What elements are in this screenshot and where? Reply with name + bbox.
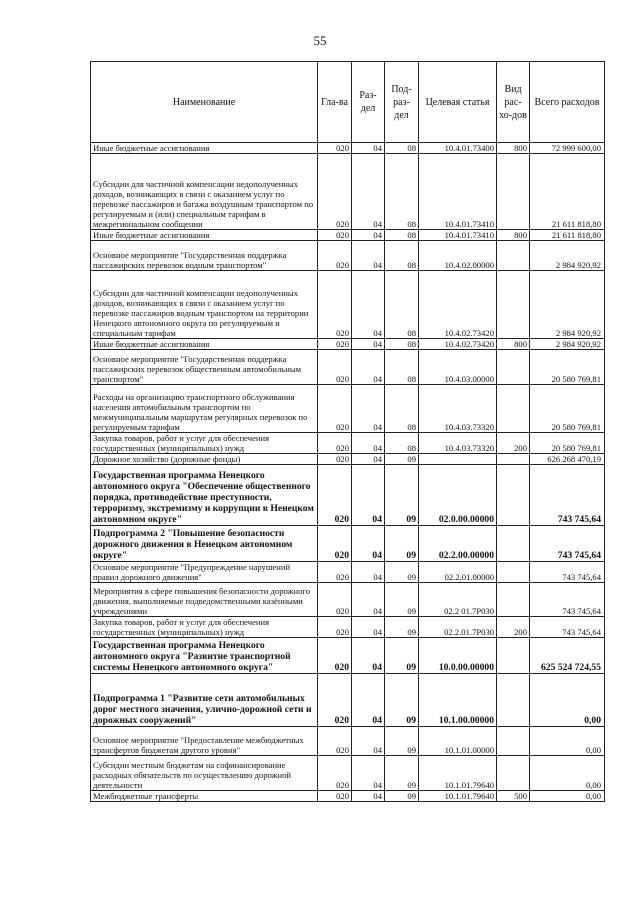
cell-podrazdel: 09 [385, 638, 419, 674]
table-row [91, 350, 605, 385]
table-row [91, 791, 605, 802]
table-row [91, 674, 605, 727]
cell-target: 10.4.02.00000 [419, 241, 497, 271]
cell-razdel: 04 [352, 791, 385, 802]
cell-vid [497, 454, 530, 465]
cell-vid [497, 638, 530, 674]
cell-total: 2 984 920,92 [530, 339, 605, 350]
cell-glava: 020 [318, 350, 352, 385]
cell-target: 10.0.00.00000 [419, 638, 497, 674]
table-row [91, 230, 605, 241]
cell-razdel: 04 [352, 241, 385, 271]
cell-name: Расходы на организацию транспортного обслуживания населения автомобильным транспортом по межмуниципальным маршрутам регулярных перевозок по регулируемым тарифам [91, 385, 318, 433]
cell-podrazdel: 08 [385, 339, 419, 350]
table-row [91, 385, 605, 433]
cell-razdel: 04 [352, 350, 385, 385]
cell-razdel: 04 [352, 638, 385, 674]
cell-target: 10.4.02.73420 [419, 271, 497, 339]
cell-vid [497, 271, 530, 339]
cell-target: 10.4.03.00000 [419, 350, 497, 385]
cell-name: Государственная программа Ненецкого автономного округа "Обеспечение общественного порядка, противодействие преступности, терроризму, экстремизму и коррупции в Ненецком автономном округе" [91, 465, 318, 526]
cell-razdel: 04 [352, 143, 385, 154]
cell-glava: 020 [318, 230, 352, 241]
cell-total: 0,00 [530, 756, 605, 791]
cell-vid: 200 [497, 617, 530, 638]
cell-vid [497, 465, 530, 526]
cell-total: 2 984 920,92 [530, 271, 605, 339]
cell-total: 743 745,64 [530, 583, 605, 617]
cell-podrazdel: 09 [385, 465, 419, 526]
cell-podrazdel: 09 [385, 674, 419, 727]
cell-vid [497, 583, 530, 617]
cell-razdel: 04 [352, 617, 385, 638]
table-row [91, 241, 605, 271]
cell-target: 10.4.03.73320 [419, 433, 497, 454]
cell-razdel: 04 [352, 727, 385, 756]
cell-target: 10.4.03.73320 [419, 385, 497, 433]
cell-glava: 020 [318, 583, 352, 617]
cell-vid [497, 350, 530, 385]
cell-vid [497, 674, 530, 727]
cell-razdel: 04 [352, 454, 385, 465]
cell-name: Дорожное хозяйство (дорожные фонды) [91, 454, 318, 465]
header-glava: Гла-ва [318, 62, 352, 143]
cell-podrazdel: 09 [385, 562, 419, 583]
cell-total: 0,00 [530, 674, 605, 727]
table-row [91, 433, 605, 454]
cell-glava: 020 [318, 526, 352, 562]
cell-razdel: 04 [352, 465, 385, 526]
table-row [91, 465, 605, 526]
cell-target: 10.4.02.73420 [419, 339, 497, 350]
cell-total: 20 580 769,81 [530, 433, 605, 454]
cell-target: 10.1.00.00000 [419, 674, 497, 727]
cell-name: Иные бюджетные ассигнования [91, 339, 318, 350]
cell-glava: 020 [318, 154, 352, 230]
cell-razdel: 04 [352, 562, 385, 583]
cell-total: 0,00 [530, 727, 605, 756]
cell-podrazdel: 08 [385, 271, 419, 339]
cell-podrazdel: 08 [385, 143, 419, 154]
cell-glava: 020 [318, 454, 352, 465]
header-vid: Вид рас-хо-дов [497, 62, 530, 143]
cell-target [419, 454, 497, 465]
table-row [91, 526, 605, 562]
cell-total: 20 580 769,81 [530, 385, 605, 433]
header-target: Целевая статья [419, 62, 497, 143]
cell-glava: 020 [318, 674, 352, 727]
cell-name: Субсидии для частичной компенсации недополученных доходов, возникающих в связи с оказанием услуг по перевозке пассажиров водным транспортом на территории Ненецкого автономного округа по регулируемым и специальным тарифам [91, 271, 318, 339]
cell-name: Иные бюджетные ассигнования [91, 230, 318, 241]
cell-podrazdel: 09 [385, 617, 419, 638]
cell-target: 10.1.01.79640 [419, 791, 497, 802]
cell-target: 10.1.01.79640 [419, 756, 497, 791]
cell-name: Субсидии для частичной компенсации недополученных доходов, возникающих в связи с оказанием услуг по перевозке пассажиров и багажа воздушным транспортом по регулируемым и (или) специальным тарифам в межрегиональном сообщении [91, 154, 318, 230]
cell-vid [497, 756, 530, 791]
cell-podrazdel: 09 [385, 727, 419, 756]
cell-podrazdel: 08 [385, 230, 419, 241]
cell-podrazdel: 09 [385, 454, 419, 465]
cell-glava: 020 [318, 271, 352, 339]
cell-vid [497, 526, 530, 562]
cell-podrazdel: 08 [385, 385, 419, 433]
cell-razdel: 04 [352, 339, 385, 350]
cell-name: Основное мероприятие "Государственная поддержка пассажирских перевозок общественным автомобильным транспортом" [91, 350, 318, 385]
cell-glava: 020 [318, 617, 352, 638]
cell-razdel: 04 [352, 271, 385, 339]
table-body [91, 143, 605, 802]
cell-podrazdel: 09 [385, 756, 419, 791]
cell-glava: 020 [318, 638, 352, 674]
cell-vid [497, 241, 530, 271]
cell-vid: 800 [497, 339, 530, 350]
cell-total: 743 745,64 [530, 465, 605, 526]
cell-name: Основное мероприятие "Предупреждение нарушений правил дорожного движения" [91, 562, 318, 583]
table-row [91, 454, 605, 465]
table-header-row [91, 62, 605, 143]
cell-target: 02.2.00.00000 [419, 526, 497, 562]
cell-name: Мероприятия в сфере повышения безопасности дорожного движения, выполняемые подведомственными казёнными учреждениями [91, 583, 318, 617]
cell-name: Основное мероприятие "Государственная поддержка пассажирских перевозок водным транспортом" [91, 241, 318, 271]
cell-razdel: 04 [352, 583, 385, 617]
cell-podrazdel: 08 [385, 241, 419, 271]
cell-glava: 020 [318, 465, 352, 526]
cell-glava: 020 [318, 727, 352, 756]
cell-total: 21 611 818,80 [530, 230, 605, 241]
cell-vid [497, 154, 530, 230]
cell-razdel: 04 [352, 526, 385, 562]
cell-vid: 500 [497, 791, 530, 802]
cell-vid: 200 [497, 433, 530, 454]
cell-total: 0,00 [530, 791, 605, 802]
cell-total: 2 984 920,92 [530, 241, 605, 271]
table-row [91, 727, 605, 756]
expenditure-table [90, 61, 605, 802]
cell-vid [497, 727, 530, 756]
header-name: Наименование [91, 62, 318, 143]
header-total: Всего расходов [530, 62, 605, 143]
cell-total: 743 745,64 [530, 562, 605, 583]
cell-vid [497, 385, 530, 433]
cell-glava: 020 [318, 562, 352, 583]
cell-target: 02.2.01.7Р030 [419, 617, 497, 638]
cell-razdel: 04 [352, 674, 385, 727]
cell-name: Закупка товаров, работ и услуг для обеспечения государственных (муниципальных) нужд [91, 617, 318, 638]
cell-glava: 020 [318, 756, 352, 791]
cell-name: Государственная программа Ненецкого автономного округа "Развитие транспортной системы Ненецкого автономного округа" [91, 638, 318, 674]
cell-target: 10.1.01.00000 [419, 727, 497, 756]
cell-razdel: 04 [352, 154, 385, 230]
cell-glava: 020 [318, 433, 352, 454]
table-row [91, 562, 605, 583]
header-razdel: Раз-дел [352, 62, 385, 143]
cell-name: Основное мероприятие "Предоставление межбюджетных трансфертов бюджетам другого уровня" [91, 727, 318, 756]
cell-total: 626 268 470,19 [530, 454, 605, 465]
cell-total: 20 580 769,81 [530, 350, 605, 385]
cell-total: 743 745,64 [530, 526, 605, 562]
table-row [91, 583, 605, 617]
cell-glava: 020 [318, 143, 352, 154]
table-row [91, 339, 605, 350]
cell-target: 10.4.01.73410 [419, 154, 497, 230]
cell-target: 02.0.00.00000 [419, 465, 497, 526]
page-number: 55 [313, 33, 327, 48]
table-row [91, 154, 605, 230]
cell-podrazdel: 09 [385, 583, 419, 617]
cell-podrazdel: 08 [385, 350, 419, 385]
cell-glava: 020 [318, 385, 352, 433]
cell-podrazdel: 08 [385, 433, 419, 454]
cell-razdel: 04 [352, 230, 385, 241]
cell-razdel: 04 [352, 756, 385, 791]
cell-vid: 800 [497, 230, 530, 241]
cell-razdel: 04 [352, 433, 385, 454]
cell-glava: 020 [318, 791, 352, 802]
cell-target: 02.2.01.00000 [419, 562, 497, 583]
cell-podrazdel: 08 [385, 154, 419, 230]
table-row [91, 271, 605, 339]
cell-vid: 800 [497, 143, 530, 154]
cell-name: Субсидии местным бюджетам на софинансирование расходных обязательств по осуществлению дорожной деятельности [91, 756, 318, 791]
table-row [91, 143, 605, 154]
cell-name: Межбюджетные трансферты [91, 791, 318, 802]
cell-vid [497, 562, 530, 583]
cell-glava: 020 [318, 241, 352, 271]
cell-podrazdel: 09 [385, 791, 419, 802]
cell-target: 10.4.01.73410 [419, 230, 497, 241]
table-row [91, 756, 605, 791]
cell-total: 21 611 818,80 [530, 154, 605, 230]
cell-total: 72 999 600,00 [530, 143, 605, 154]
cell-total: 743 745,64 [530, 617, 605, 638]
cell-razdel: 04 [352, 385, 385, 433]
cell-target: 10.4.01.73400 [419, 143, 497, 154]
cell-total: 625 524 724,55 [530, 638, 605, 674]
table-row [91, 638, 605, 674]
header-podrazdel: Под-раз-дел [385, 62, 419, 143]
cell-target: 02.2 01.7Р030 [419, 583, 497, 617]
cell-podrazdel: 09 [385, 526, 419, 562]
cell-name: Иные бюджетные ассигнования [91, 143, 318, 154]
table-row [91, 617, 605, 638]
cell-name: Подпрограмма 1 "Развитие сети автомобильных дорог местного значения, улично-дорожной сети и дорожных сооружений" [91, 674, 318, 727]
cell-name: Подпрограмма 2 "Повышение безопасности дорожного движения в Ненецком автономном округе" [91, 526, 318, 562]
cell-glava: 020 [318, 339, 352, 350]
cell-name: Закупка товаров, работ и услуг для обеспечения государственных (муниципальных) нужд [91, 433, 318, 454]
